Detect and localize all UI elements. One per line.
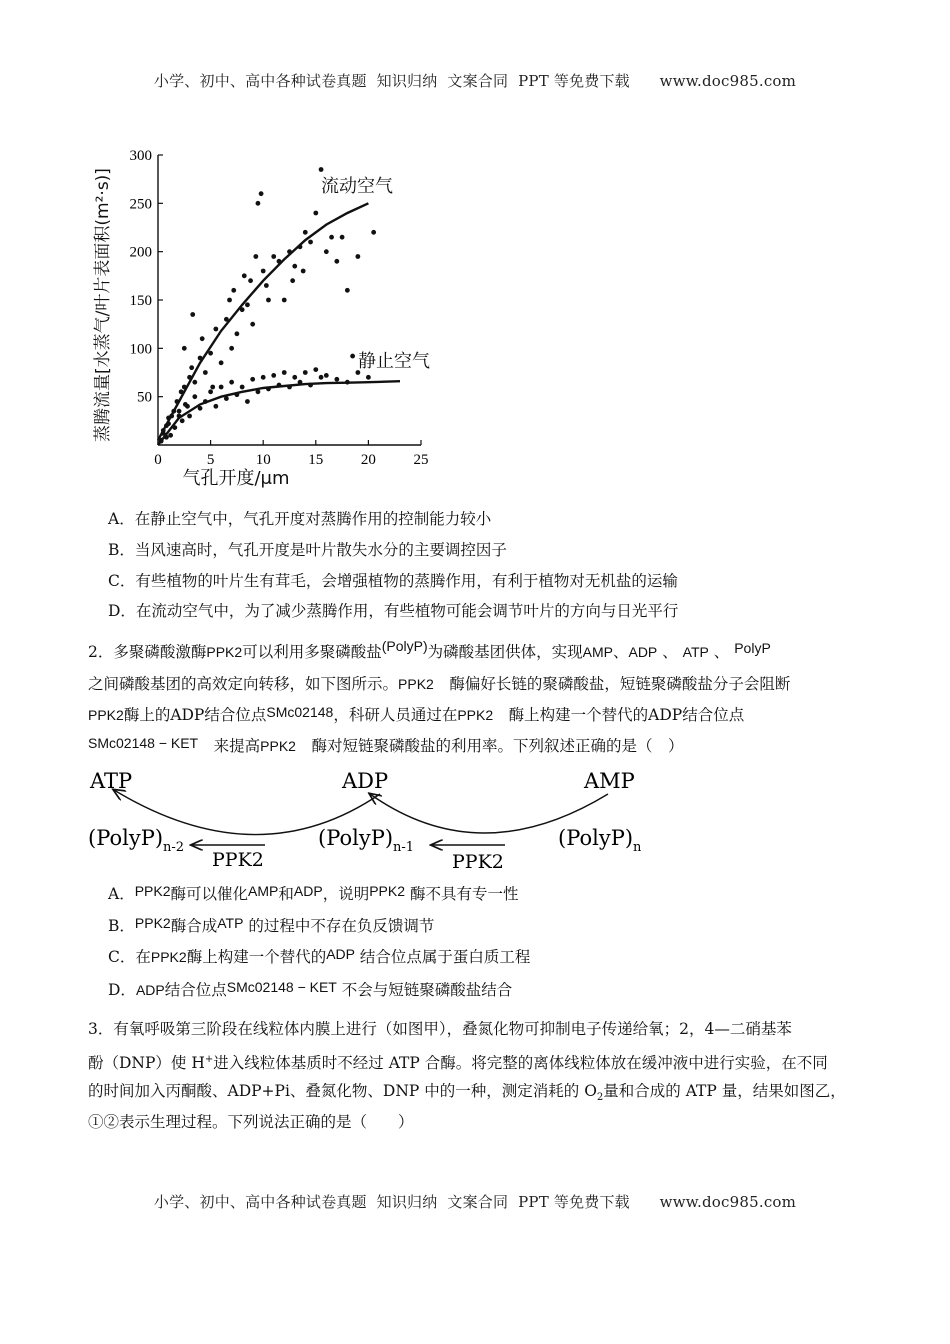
- y-tick-label: 50: [137, 389, 152, 406]
- data-point-still: [219, 385, 224, 390]
- data-point-flowing: [231, 288, 236, 293]
- data-point-still: [166, 421, 171, 426]
- q1-option-b: B．当风速高时，气孔开度是叶片散失水分的主要调控因子: [108, 541, 507, 559]
- diagram-polyp-n2: $(PolyP)_{n-2}$: [88, 826, 185, 855]
- data-point-still: [261, 375, 266, 380]
- page-header: 小学、初中、高中各种试卷真题 知识归纳 文案合同 PPT 等免费下载 www.doc985.com: [153, 72, 797, 90]
- data-point-still: [208, 389, 213, 394]
- y-tick-label: 250: [129, 196, 152, 213]
- q1-option-d: D．在流动空气中，为了减少蒸腾作用，有些植物可能会调节叶片的方向与日光平行: [108, 602, 679, 620]
- data-point-still: [350, 354, 355, 359]
- data-point-flowing: [256, 201, 261, 206]
- data-point-still: [250, 377, 255, 382]
- ppk2-reaction-diagram: [80, 762, 660, 872]
- y-axis-label: 蒸腾流量[水蒸气/叶片表面积(m²·s)]: [93, 168, 113, 442]
- data-point-still: [319, 375, 324, 380]
- data-point-flowing: [192, 380, 197, 385]
- data-point-flowing: [248, 278, 253, 283]
- data-point-flowing: [292, 264, 297, 269]
- q2-option-b: B．PPK2酶合成ATP 的过程中不存在负反馈调节: [108, 915, 435, 935]
- data-point-flowing: [324, 249, 329, 254]
- x-tick-label: 20: [360, 452, 376, 468]
- q3-line-4: ①②表示生理过程。下列说法正确的是（ ）: [88, 1113, 414, 1131]
- data-point-flowing: [301, 269, 306, 274]
- data-point-still: [313, 367, 318, 372]
- x-tick-label: 25: [413, 452, 429, 468]
- q2-option-c: C．在PPK2酶上构建一个替代的ADP 结合位点属于蛋白质工程: [108, 946, 531, 966]
- data-point-still: [192, 394, 197, 399]
- data-point-flowing: [242, 273, 247, 278]
- data-point-still: [213, 404, 218, 409]
- data-point-flowing: [308, 240, 313, 245]
- diagram-amp: AMP: [584, 769, 635, 793]
- q3-line-1: 3．有氧呼吸第三阶段在线粒体内膜上进行（如图甲），叠氮化物可抑制电子传递给氧；2，4—二硝基苯: [88, 1020, 792, 1038]
- q3-line-3: 的时间加入丙酮酸、ADP+Pi、叠氮化物、DNP 中的一种，测定消耗的 $O_2$量和合成的 ATP 量，结果如图乙，: [88, 1082, 846, 1104]
- data-point-flowing: [203, 370, 208, 375]
- data-point-flowing: [345, 288, 350, 293]
- data-point-flowing: [259, 191, 264, 196]
- data-point-flowing: [253, 254, 258, 259]
- q1-option-c: C．有些植物的叶片生有茸毛，会增强植物的蒸腾作用，有利于植物对无机盐的运输: [108, 572, 678, 590]
- data-point-flowing: [329, 235, 334, 240]
- y-tick-label: 150: [129, 293, 152, 309]
- q2-line-1: 2．多聚磷酸激酶PPK2可以利用多聚磷酸盐(PolyP)为磷酸基团供体，实现AMP、ADP 、 ATP 、 PolyP: [88, 638, 771, 661]
- x-axis-label: 气孔开度/μm: [182, 468, 290, 489]
- data-point-flowing: [168, 433, 173, 438]
- data-point-flowing: [200, 336, 205, 341]
- series-label-flowing: 流动空气: [321, 176, 393, 197]
- data-point-flowing: [229, 346, 234, 351]
- data-point-still: [180, 418, 185, 423]
- x-tick-label: 10: [255, 452, 271, 468]
- q2-line-4: SMc02148 − KET 来提高PPK2 酶对短链聚磷酸盐的利用率。下列叙述正确的是（ ）: [88, 735, 684, 755]
- data-point-flowing: [340, 235, 345, 240]
- data-point-flowing: [190, 312, 195, 317]
- data-point-still: [183, 402, 188, 407]
- data-point-flowing: [189, 365, 194, 370]
- data-point-flowing: [245, 302, 250, 307]
- data-point-still: [292, 375, 297, 380]
- data-point-still: [161, 428, 166, 433]
- x-tick-label: 15: [308, 452, 324, 468]
- data-point-flowing: [227, 298, 232, 303]
- diagram-polyp-n: $(PolyP)_n$: [558, 826, 642, 855]
- data-point-flowing: [271, 254, 276, 259]
- data-point-flowing: [303, 230, 308, 235]
- series-label-still: 静止空气: [358, 351, 430, 372]
- data-point-flowing: [210, 385, 215, 390]
- data-point-flowing: [319, 167, 324, 172]
- data-point-flowing: [313, 211, 318, 216]
- data-point-flowing: [371, 230, 376, 235]
- q2-option-d: D．ADP结合位点SMc02148 − KET 不会与短链聚磷酸盐结合: [108, 979, 513, 999]
- data-point-flowing: [219, 360, 224, 365]
- transpiration-chart: [86, 140, 446, 490]
- data-point-flowing: [266, 298, 271, 303]
- data-point-still: [177, 409, 182, 414]
- data-point-flowing: [264, 283, 269, 288]
- data-point-flowing: [334, 259, 339, 264]
- data-point-flowing: [213, 327, 218, 332]
- page-footer: 小学、初中、高中各种试卷真题 知识归纳 文案合同 PPT 等免费下载 www.doc985.com: [153, 1193, 797, 1211]
- x-tick-label: 0: [154, 452, 162, 468]
- y-tick-label: 300: [129, 148, 152, 164]
- data-point-flowing: [182, 346, 187, 351]
- data-point-still: [282, 370, 287, 375]
- fit-curve-flowing: [158, 203, 368, 440]
- data-point-still: [240, 385, 245, 390]
- data-point-flowing: [282, 298, 287, 303]
- fit-curve-still: [158, 381, 400, 445]
- data-point-still: [303, 370, 308, 375]
- data-point-still: [169, 414, 174, 419]
- y-tick-label: 100: [129, 341, 152, 358]
- diagram-atp: ATP: [90, 769, 133, 793]
- data-point-still: [245, 399, 250, 404]
- data-point-still: [271, 373, 276, 378]
- data-point-still: [324, 373, 329, 378]
- q2-line-3: PPK2酶上的ADP结合位点SMc02148，科研人员通过在PPK2 酶上构建一个替代的ADP结合位点: [88, 704, 745, 724]
- data-point-flowing: [355, 254, 360, 259]
- data-point-still: [334, 377, 339, 382]
- x-tick-label: 5: [206, 452, 215, 468]
- q2-line-2: 之间磷酸基团的高效定向转移，如下图所示。PPK2 酶偏好长链的聚磷酸盐，短链聚磷酸盐分子会阻断: [88, 675, 791, 693]
- data-point-still: [366, 375, 371, 380]
- data-point-still: [229, 380, 234, 385]
- data-point-flowing: [250, 322, 255, 327]
- data-point-flowing: [261, 269, 266, 274]
- data-point-flowing: [290, 278, 295, 283]
- ppk2-label-right: PPK2: [452, 851, 504, 872]
- ppk2-label-left: PPK2: [212, 849, 264, 871]
- data-point-still: [187, 414, 192, 419]
- q1-option-a: A．在静止空气中，气孔开度对蒸腾作用的控制能力较小: [108, 510, 492, 528]
- q3-line-2: 酚（DNP）使 H+进入线粒体基质时不经过 ATP 合酶。将完整的离体线粒体放在缓冲液中进行实验，在不同: [88, 1054, 828, 1073]
- data-point-flowing: [235, 331, 240, 336]
- diagram-polyp-n1: $(PolyP)_{n-1}$: [318, 826, 415, 855]
- q2-option-a: A．PPK2酶可以催化AMP和ADP，说明PPK2 酶不具有专一性: [108, 883, 519, 903]
- y-tick-label: 200: [129, 244, 152, 261]
- diagram-adp: ADP: [342, 769, 389, 793]
